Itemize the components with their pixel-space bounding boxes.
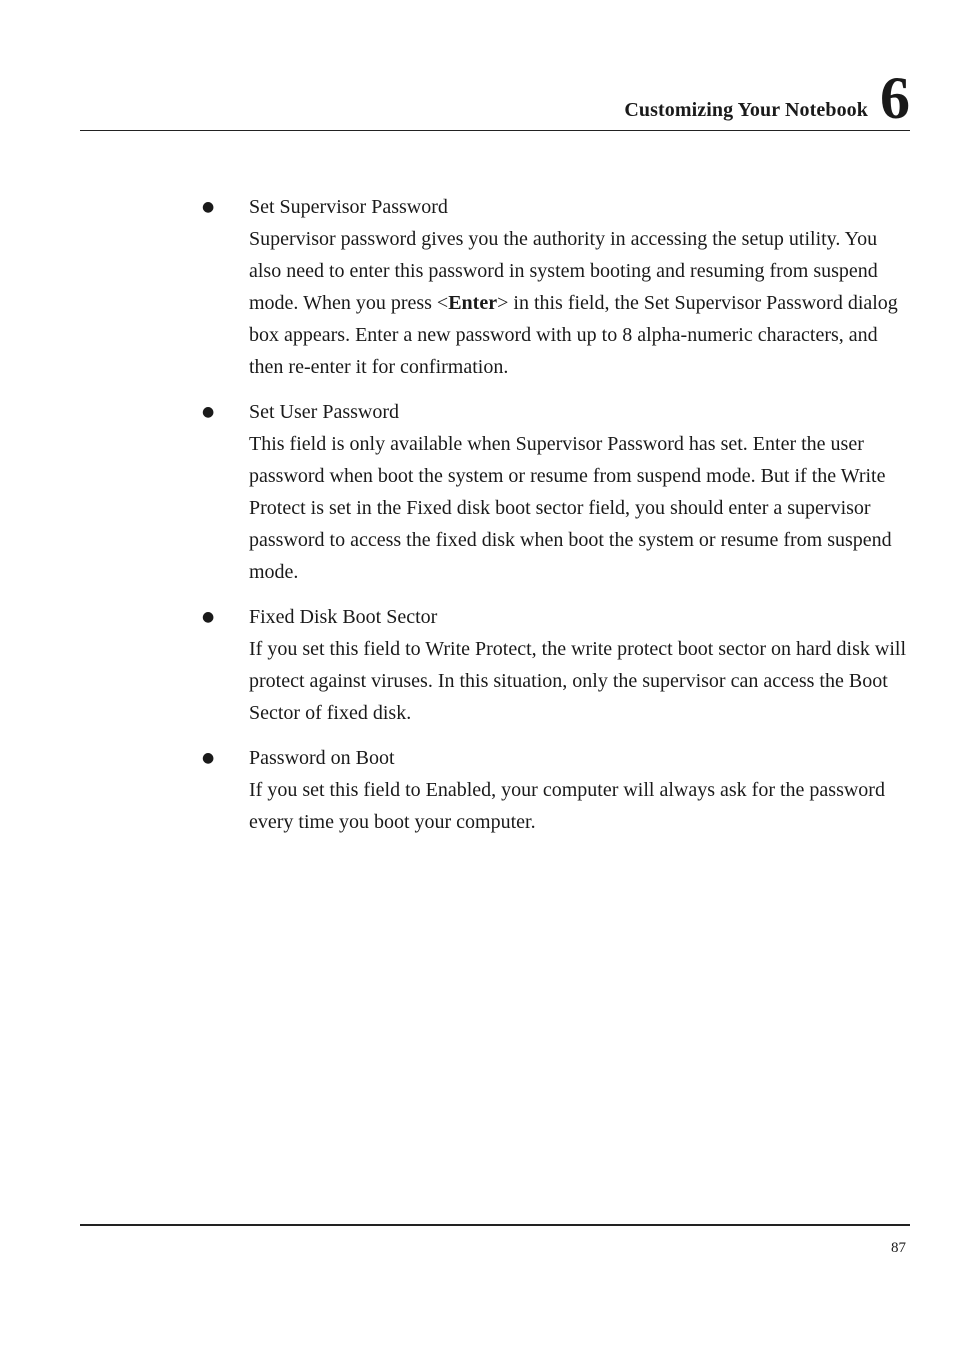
item-title: Password on Boot bbox=[249, 747, 395, 769]
bullet-icon: ● bbox=[202, 609, 215, 625]
list-item bbox=[202, 601, 914, 729]
list-item bbox=[202, 742, 914, 838]
bullet-icon: ● bbox=[202, 199, 215, 215]
item-body: If you set this field to Enabled, your computer will always ask for the password every time you boot your computer. bbox=[249, 779, 885, 833]
chapter-title: Customizing Your Notebook bbox=[624, 99, 868, 121]
item-title: Set Supervisor Password bbox=[249, 196, 448, 218]
item-body: This field is only available when Supervisor Password has set. Enter the user password when boot the system or resume from suspend mode. But if the Write Protect is set in the Fixed disk boot sector field, you should enter a supervisor password to access the fixed disk when boot the system or resume from suspend mode. bbox=[249, 433, 892, 583]
item-title: Fixed Disk Boot Sector bbox=[249, 606, 438, 628]
bullet-list bbox=[202, 191, 914, 851]
item-body: If you set this field to Write Protect, the write protect boot sector on hard disk will protect against viruses. In this situation, only the supervisor can access the Boot Sector of fixed disk. bbox=[249, 638, 907, 724]
item-body bbox=[249, 223, 914, 383]
page-footer bbox=[80, 1224, 910, 1256]
item-body-text: > in this field, the Set Supervisor Password dialog box appears. Enter a new password with up to 8 alpha-numeric characters, and then re-enter it for confirmation. bbox=[249, 292, 898, 378]
enter-key-label: Enter bbox=[448, 292, 498, 314]
chapter-number: 6 bbox=[880, 65, 910, 131]
list-item bbox=[202, 191, 914, 383]
list-item bbox=[202, 396, 914, 588]
item-title: Set User Password bbox=[249, 401, 399, 423]
bullet-icon: ● bbox=[202, 404, 215, 420]
bullet-icon: ● bbox=[202, 750, 215, 766]
page-number: 87 bbox=[891, 1240, 906, 1256]
item-body-text: Supervisor password gives you the authority in accessing the setup utility. You also need to enter this password in system booting and resuming from suspend mode. When you press < bbox=[249, 228, 878, 314]
page-header bbox=[80, 60, 910, 131]
